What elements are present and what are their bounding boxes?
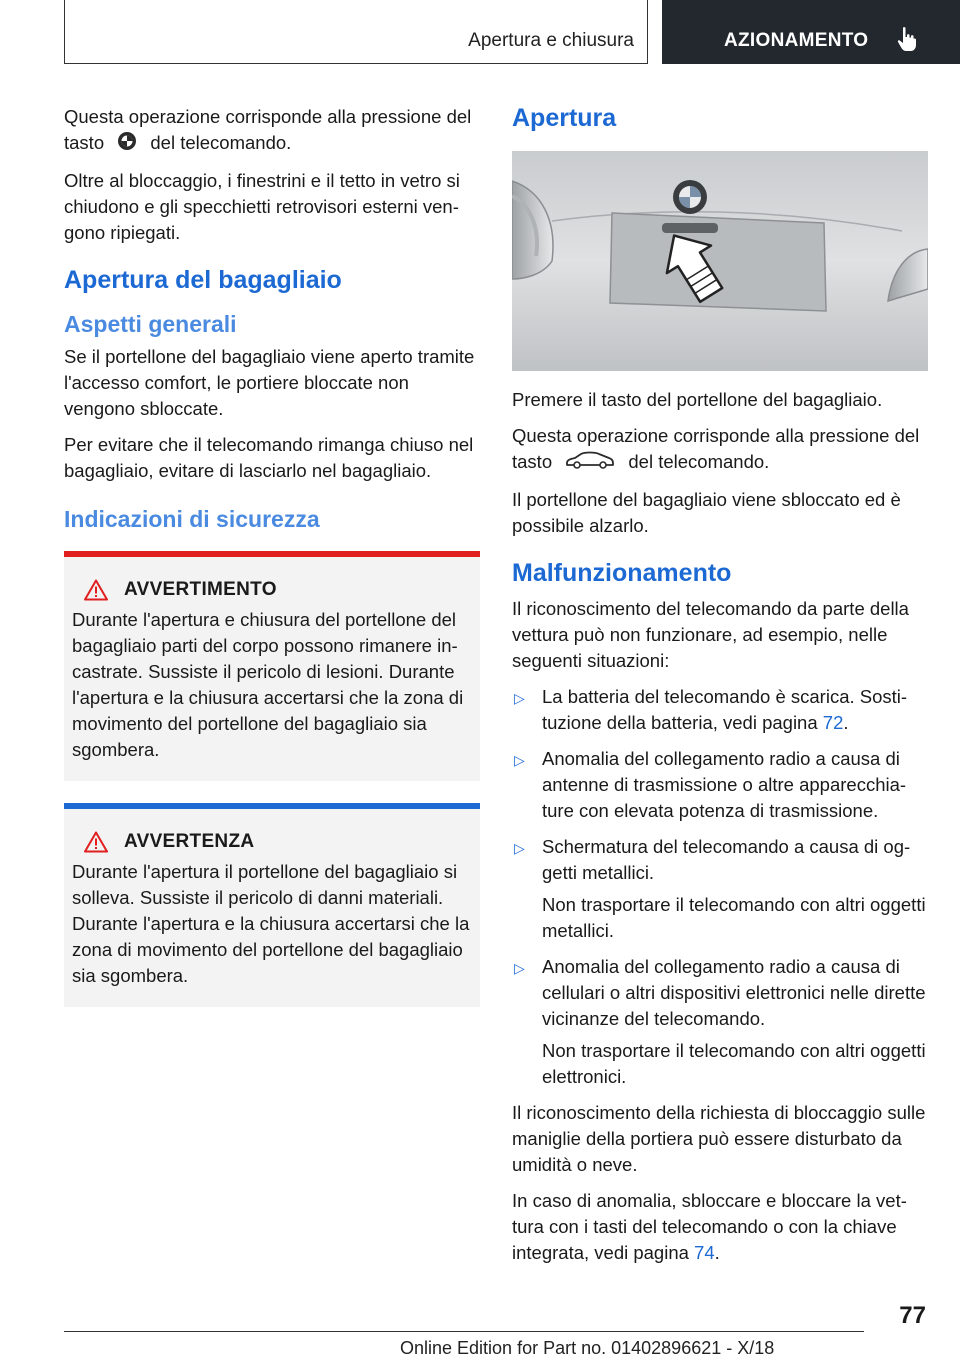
bullet-triangle-icon: ▷ (514, 839, 525, 856)
bullet-triangle-icon: ▷ (514, 959, 525, 976)
heading-malfunction: Malfunzionamento (512, 558, 732, 587)
warning-text: Durante l'apertura e chiusura del portellone del bagagliaio parti del corpo possono rimanere incastrate. Sussiste il pericolo di lesioni. Durante l'apertura e la chiusura accertarsi che la zona di movimento del portellone del bagagliaio sia sgombera. (72, 608, 464, 760)
list-item: ▷ La batteria del telecomando è scarica. Sostituzione della batteria, vedi pagina 72. (514, 685, 908, 733)
paragraph-fallback-key: In caso di anomalia, sbloccare e bloccare la vettura con i tasti del telecomando o con la chiave integrata, vedi pagina 74. (512, 1189, 907, 1263)
warning-box (64, 551, 480, 781)
notice-text: Durante l'apertura il portellone del bagagliaio si solleva. Sussiste il pericolo di danni materiali. Durante l'apertura e la chiusura accertarsi che la zona di movimento del portellone del bagagliaio sia sgombera. (72, 860, 470, 986)
lock-button-icon (117, 131, 137, 151)
header-chapter-tab (662, 0, 960, 64)
list-item: ▷ Schermatura del telecomando a causa di oggetti metallici. Non trasportare il telecomando con altri oggetti metallici. (514, 835, 926, 941)
list-item: ▷ Anomalia del collegamento radio a causa di antenne di trasmissione o altre apparecchiature con elevata potenza di trasmissione. (514, 747, 907, 821)
paragraph-remote-in-trunk: Per evitare che il telecomando rimanga chiuso nel bagagliaio, evitare di lasciarlo nel bagagliaio. (64, 433, 474, 481)
bullet-triangle-icon: ▷ (514, 689, 525, 706)
car-trunk-button-icon (565, 450, 615, 470)
page-number: 77 (899, 1302, 926, 1329)
paragraph-windows-close: Oltre al bloccaggio, i finestrini e il tetto in vetro si chiudono e gli specchietti retrovisori esterni vengono ripiegati. (64, 169, 460, 243)
warning-title: AVVERTIMENTO (124, 578, 277, 600)
footer-edition: Online Edition for Part no. 01402896621 - X/18 (400, 1338, 775, 1358)
paragraph-malfunction-intro: Il riconoscimento del telecomando da parte della vettura può non funzionare, ad esempio, nelle seguenti situazioni: (512, 597, 909, 671)
heading-trunk-opening: Apertura del bagagliaio (64, 265, 342, 294)
warning-triangle-icon (84, 579, 108, 601)
paragraph-comfort-access: Se il portellone del bagagliaio viene aperto tramite l'accesso comfort, le portiere bloccate non vengono sbloccate. (64, 345, 475, 419)
right-column (512, 104, 928, 1276)
header-chapter-label: AZIONAMENTO (724, 30, 869, 51)
hand-pointer-icon (896, 26, 918, 52)
footer-divider (64, 1331, 864, 1332)
notice-box (64, 803, 480, 1007)
paragraph-remote-lock: Questa operazione corrisponde alla pressione del tasto del telecomando. (64, 106, 472, 153)
left-column (64, 104, 480, 1029)
warning-triangle-icon (84, 831, 108, 853)
heading-safety-notes: Indicazioni di sicurezza (64, 505, 320, 532)
malfunction-list (512, 684, 928, 1090)
trunk-button-photo (512, 151, 928, 371)
paragraph-press-trunk-button: Premere il tasto del portellone del bagagliaio. (512, 389, 883, 410)
page-link-74[interactable]: 74 (694, 1241, 715, 1263)
heading-opening: Apertura (512, 104, 617, 132)
notice-title: AVVERTENZA (124, 830, 255, 852)
paragraph-handle-detection: Il riconoscimento della richiesta di bloccaggio sulle maniglie della portiera può essere disturbato da umidità o neve. (512, 1101, 926, 1175)
bullet-triangle-icon: ▷ (514, 751, 525, 768)
heading-general-aspects: Aspetti generali (64, 310, 237, 337)
header-section-title: Apertura e chiusura (468, 30, 634, 51)
list-item: ▷ Anomalia del collegamento radio a causa di cellulari o altri dispositivi elettronici nelle dirette vicinanze del telecomando. Non trasportare il telecomando con altri oggetti elettronici. (514, 955, 926, 1087)
page-link-72[interactable]: 72 (822, 711, 844, 733)
paragraph-remote-trunk: Questa operazione corrisponde alla pressione del tasto del telecomando. (512, 425, 920, 472)
paragraph-trunk-unlocked: Il portellone del bagagliaio viene sbloccato ed è possibile alzarlo. (512, 488, 901, 536)
